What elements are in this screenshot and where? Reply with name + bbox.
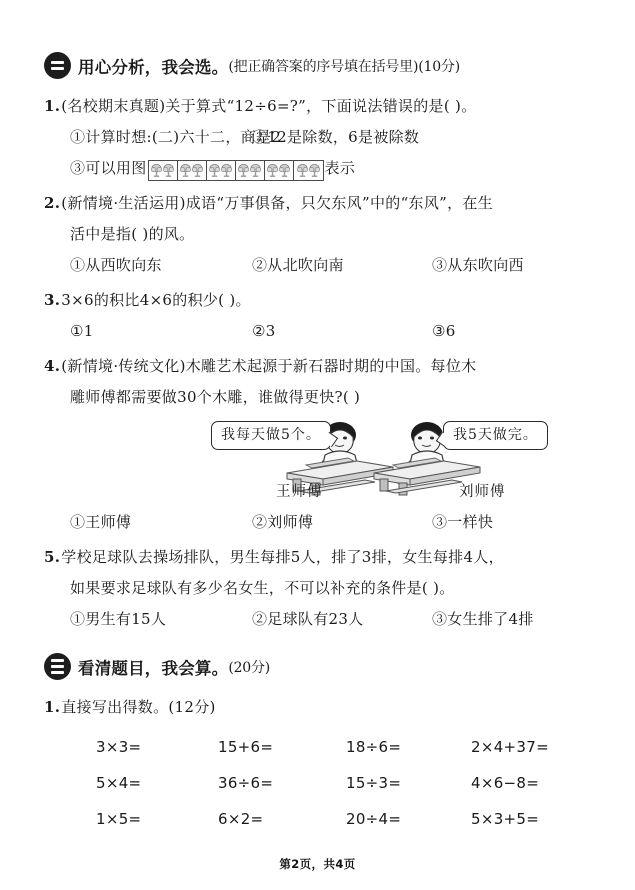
question-2-stem-text-1: (新情境·生活运用)成语“万事俱备，只欠东风”中的“东风”，在生 [61,194,494,212]
tree-icon [151,163,162,178]
arithmetic-cell[interactable]: 6×2= [218,810,264,828]
arithmetic-cell[interactable]: 15÷3= [346,774,402,792]
tree-icon [163,163,174,178]
arithmetic-cell[interactable]: 1×5= [96,810,142,828]
question-2-options-row [44,250,597,281]
tree-group [236,161,265,180]
arithmetic-row [96,729,597,765]
arithmetic-cell[interactable]: 15+6= [218,738,274,756]
arithmetic-cell[interactable]: 3×3= [96,738,142,756]
arithmetic-cell[interactable]: 4×6−8= [471,774,540,792]
question-2-option-1[interactable]: ①从西吹向东 [70,256,162,274]
section-subtitle-three: (20分) [228,659,271,676]
question-1-stem [44,91,597,122]
question-3-option-3[interactable]: ③6 [432,322,456,340]
question-1-number: 1. [44,97,61,115]
tree-icon [279,163,290,178]
tree-group-figure [148,160,324,181]
woodcarvers-illustration [44,417,597,505]
question-3-option-1[interactable]: ①1 [70,322,94,340]
calc-question-1-stem [44,692,597,723]
section-title-two: 用心分析，我会选。 [78,57,229,77]
question-4-number: 4. [44,357,61,375]
section-number-badge-two [44,52,71,79]
question-1-options-row-a [44,122,597,153]
arithmetic-row [96,801,597,837]
question-1-option-3-prefix: ③可以用图 [70,159,147,177]
tree-icon [267,163,278,178]
question-3-options-row [44,316,597,347]
question-5-stem-text-1: 学校足球队去操场排队，男生每排5人，排了3排，女生每排4人， [61,548,504,566]
question-2-option-3[interactable]: ③从东吹向西 [432,256,524,274]
question-1-option-2[interactable]: ②12是除数，6是被除数 [252,128,420,146]
question-2-stem-line-1 [44,188,597,219]
tree-icon [297,163,308,178]
section-heading-three [44,653,597,680]
tree-icon [221,163,232,178]
tree-group [149,161,178,180]
question-5 [44,542,597,635]
question-3-number: 3. [44,291,61,309]
section-heading-two [44,52,597,79]
question-4-option-3[interactable]: ③一样快 [432,513,494,531]
tree-icon [192,163,203,178]
question-1-option-3[interactable] [44,153,597,184]
section-subtitle-two: (把正确答案的序号填在括号里)(10分) [228,58,460,75]
speech-bubble-right [443,421,548,450]
tree-group [178,161,207,180]
question-3 [44,285,597,347]
tree-icon [180,163,191,178]
question-4-options-row [44,507,597,538]
question-3-stem [44,285,597,316]
question-5-stem-line-1 [44,542,597,573]
question-4-stem-line-2: 雕师傅都需要做30个木雕，谁做得更快?( ) [70,388,361,406]
tree-icon [209,163,220,178]
arithmetic-cell[interactable]: 36÷6= [218,774,274,792]
tree-group [294,161,323,180]
question-1 [44,91,597,184]
question-5-option-1[interactable]: ①男生有15人 [70,610,167,628]
calc-question-1-number: 1. [44,698,61,716]
question-5-stem-line-2: 如果要求足球队有多少名女生，不可以补充的条件是( )。 [70,579,455,597]
tree-icon [250,163,261,178]
speech-bubble-right-text: 我5天做完。 [453,427,538,443]
tree-group [207,161,236,180]
question-2 [44,188,597,281]
section-number-badge-three [44,653,71,680]
question-4-stem-text-1: (新情境·传统文化)木雕艺术起源于新石器时期的中国。每位木 [61,357,477,375]
question-2-stem-line-2: 活中是指( )的风。 [70,225,195,243]
question-4-stem-line-1 [44,351,597,382]
arithmetic-cell[interactable]: 18÷6= [346,738,402,756]
tree-icon [238,163,249,178]
calc-question-1-title: 直接写出得数。(12分) [61,698,216,716]
craftsman-right-label: 刘师傅 [459,484,506,500]
question-5-option-2[interactable]: ②足球队有23人 [252,610,364,628]
question-1-option-3-suffix: 表示 [324,159,356,177]
tree-group [265,161,294,180]
page-footer: 第2页，共4页 [279,857,356,871]
arithmetic-cell[interactable]: 20÷4= [346,810,402,828]
craftsman-left-label: 王师傅 [276,484,323,500]
arithmetic-row [96,765,597,801]
arithmetic-cell[interactable]: 2×4+37= [471,738,549,756]
question-4-option-1[interactable]: ①王师傅 [70,513,132,531]
question-5-option-3[interactable]: ③女生排了4排 [432,610,534,628]
question-1-stem-text: (名校期末真题)关于算式“12÷6=?”，下面说法错误的是( )。 [61,97,477,115]
tree-icon [309,163,320,178]
arithmetic-cell[interactable]: 5×3+5= [471,810,540,828]
question-5-options-row [44,604,597,635]
question-2-option-2[interactable]: ②从北吹向南 [252,256,344,274]
question-4-option-2[interactable]: ②刘师傅 [252,513,314,531]
question-4 [44,351,597,538]
arithmetic-grid [44,729,597,837]
calc-question-1 [44,692,597,837]
speech-bubble-left [211,421,331,450]
speech-bubble-left-text: 我每天做5个。 [221,427,321,443]
question-5-number: 5. [44,548,61,566]
question-2-number: 2. [44,194,61,212]
question-1-option-1[interactable]: ①计算时想:(二)六十二，商是2 [70,128,282,146]
question-3-stem-text: 3×6的积比4×6的积少( )。 [61,291,251,309]
question-3-option-2[interactable]: ②3 [252,322,276,340]
arithmetic-cell[interactable]: 5×4= [96,774,142,792]
section-title-three: 看清题目，我会算。 [78,658,229,678]
